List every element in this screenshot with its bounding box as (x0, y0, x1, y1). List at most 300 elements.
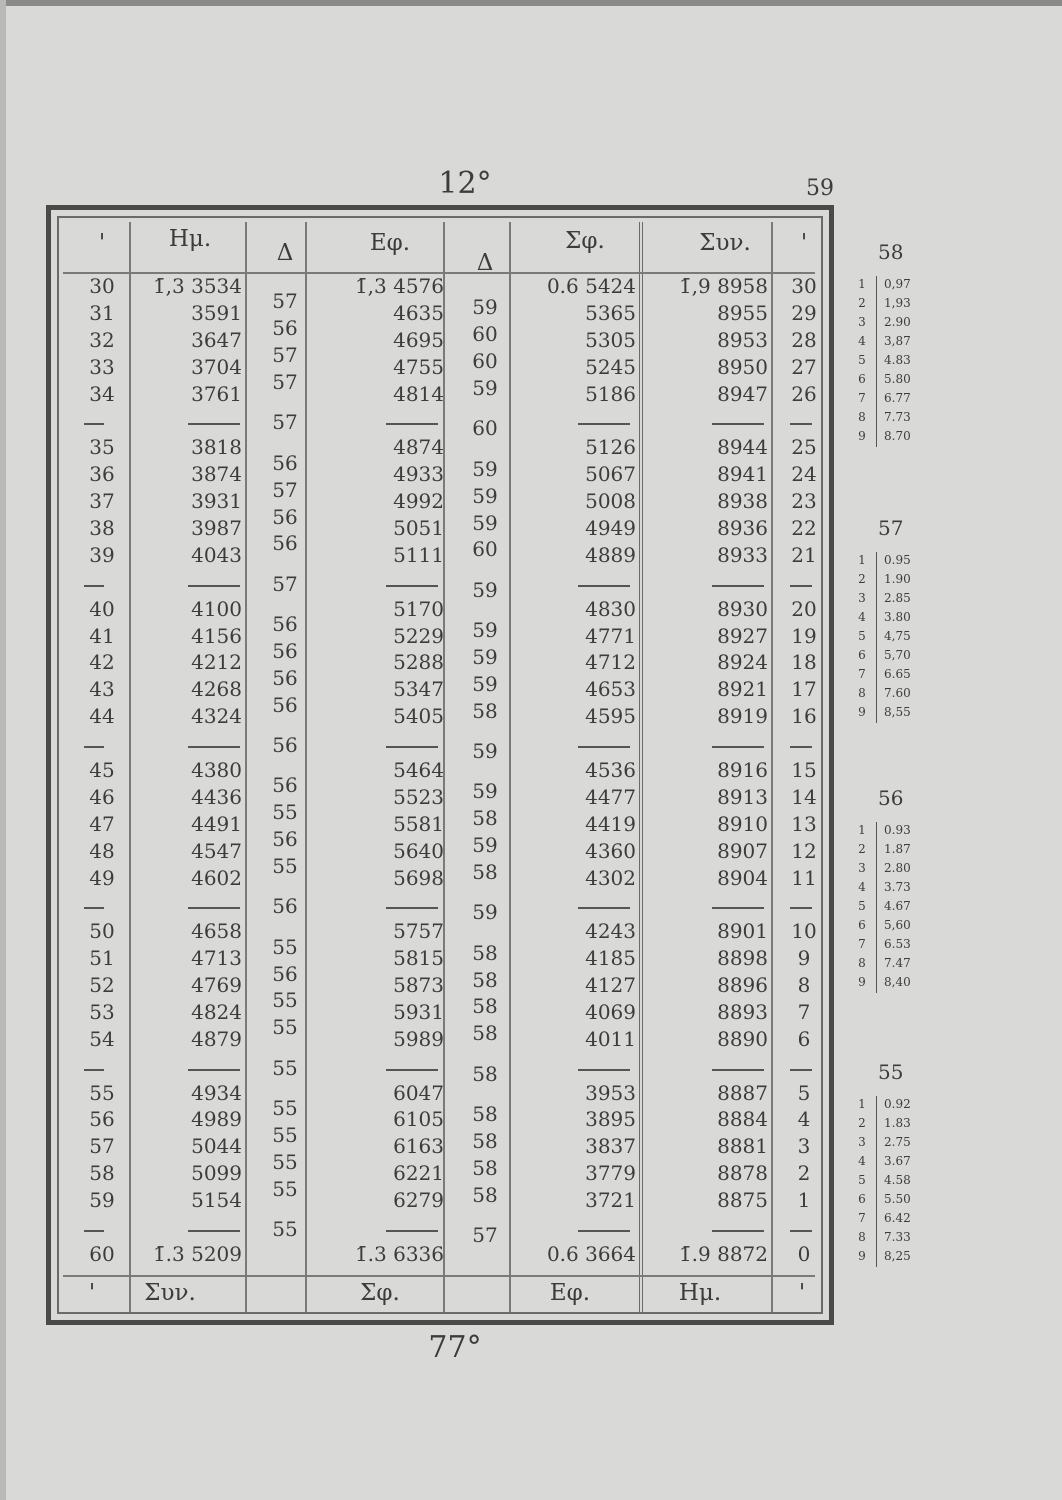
proportional-key: 5 (858, 899, 866, 913)
minute-right: 9 (797, 946, 811, 971)
proportional-value: 2.75 (884, 1135, 911, 1149)
proportional-key: 8 (858, 686, 866, 700)
minute-right: 10 (791, 919, 817, 944)
minute-right: 26 (791, 381, 817, 406)
cotangent-value: 4595 (585, 704, 636, 729)
delta-tangent: 58 (472, 967, 498, 992)
proportional-key: 2 (858, 1116, 866, 1130)
proportional-rule (876, 276, 877, 447)
proportional-value: 8.70 (884, 429, 911, 443)
delta-tangent: 59 (472, 295, 498, 320)
minute-right: 7 (797, 999, 811, 1024)
group-separator (386, 423, 438, 425)
cosine-value: 8947 (717, 381, 768, 406)
header-cotangent: Σφ. (565, 228, 605, 254)
tangent-value: 5873 (393, 973, 444, 997)
minute-right: 28 (791, 327, 817, 352)
cotangent-value: 4830 (585, 596, 636, 621)
delta-sine: 56 (272, 692, 298, 717)
cotangent-value: 0.6 5424 (546, 274, 636, 298)
delta-tangent: 59 (472, 510, 498, 535)
delta-sine: 56 (272, 504, 298, 529)
group-separator (188, 1069, 240, 1071)
cotangent-value: 4185 (585, 946, 636, 971)
minute-left: 54 (89, 1026, 115, 1051)
minute-left: 57 (89, 1134, 115, 1159)
delta-sine: 56 (272, 638, 298, 663)
delta-tangent: 58 (472, 1061, 498, 1086)
cosine-value: 8878 (717, 1161, 768, 1186)
minute-right: 23 (791, 489, 817, 514)
group-separator (84, 907, 104, 909)
delta-sine: 55 (272, 988, 298, 1013)
delta-sine: 55 (272, 1149, 298, 1174)
minute-right: 29 (791, 300, 817, 325)
minute-right: 5 (797, 1080, 811, 1105)
cosine-value: 1̄.9 8872 (678, 1241, 768, 1266)
minute-right: 0 (797, 1241, 811, 1266)
sine-value: 1̄,3 3534 (152, 274, 242, 298)
tangent-value: 6105 (393, 1107, 444, 1132)
sine-value: 4212 (191, 650, 242, 675)
footer-sine: Hμ. (678, 1280, 722, 1306)
proportional-value: 0.92 (884, 1097, 911, 1111)
minute-right: 14 (791, 784, 817, 809)
header-tangent: Eφ. (369, 230, 411, 256)
minute-right: 19 (791, 623, 817, 648)
group-separator (188, 746, 240, 748)
group-separator (84, 746, 104, 748)
delta-sine: 56 (272, 316, 298, 341)
tangent-value: 6163 (393, 1134, 444, 1159)
minute-left: 53 (89, 999, 115, 1024)
proportional-key: 3 (858, 591, 866, 605)
cosine-value: 8898 (717, 946, 768, 971)
minute-left: 43 (89, 677, 115, 702)
cosine-value: 8950 (717, 354, 768, 379)
minute-left: 44 (89, 704, 115, 729)
cotangent-value: 4419 (585, 811, 636, 836)
group-separator (790, 1069, 812, 1071)
group-separator (712, 907, 764, 909)
proportional-key: 8 (858, 410, 866, 424)
delta-tangent: 59 (472, 483, 498, 508)
page-number: 59 (806, 176, 834, 201)
cosine-value: 8893 (717, 999, 768, 1024)
cosine-value: 8904 (717, 865, 768, 890)
cotangent-value: 4127 (585, 973, 636, 997)
delta-sine: 55 (272, 1122, 298, 1147)
tangent-value: 5523 (393, 784, 444, 809)
delta-sine: 55 (272, 1176, 298, 1201)
minute-left: 47 (89, 811, 115, 836)
footer-cotangent: Σφ. (360, 1280, 400, 1306)
proportional-key: 4 (858, 1154, 866, 1168)
minute-left: 49 (89, 865, 115, 890)
delta-sine: 57 (272, 410, 298, 435)
sine-value: 4547 (191, 838, 242, 863)
minute-left: 34 (89, 381, 115, 406)
delta-sine: 55 (272, 934, 298, 959)
delta-tangent: 58 (472, 860, 498, 885)
header-delta-2: Δ (476, 250, 494, 276)
delta-sine: 56 (272, 894, 298, 919)
tangent-value: 4635 (393, 300, 444, 325)
cotangent-value: 4889 (585, 542, 636, 567)
cotangent-value: 5305 (585, 327, 636, 352)
proportional-value: 8,25 (884, 1249, 911, 1263)
tangent-value: 5464 (393, 757, 444, 782)
delta-sine: 56 (272, 773, 298, 798)
group-separator (386, 907, 438, 909)
proportional-key: 4 (858, 880, 866, 894)
header-delta-1: Δ (276, 240, 294, 266)
tangent-value: 5757 (393, 919, 444, 944)
cosine-value: 8955 (717, 300, 768, 325)
proportional-value: 7.47 (884, 956, 911, 970)
sine-value: 4380 (191, 757, 242, 782)
delta-tangent: 59 (472, 577, 498, 602)
minute-left: 45 (89, 757, 115, 782)
cosine-value: 8896 (717, 973, 768, 997)
header-minute-left: ' (98, 230, 106, 256)
cotangent-value: 4949 (585, 516, 636, 540)
group-separator (790, 585, 812, 587)
cosine-value: 8924 (717, 650, 768, 675)
sine-value: 4934 (191, 1080, 242, 1105)
proportional-key: 1 (858, 553, 866, 567)
sine-value: 3761 (191, 381, 242, 406)
cotangent-value: 5067 (585, 462, 636, 487)
delta-tangent: 59 (472, 376, 498, 401)
delta-sine: 56 (272, 531, 298, 556)
minute-right: 8 (797, 973, 811, 997)
tangent-value: 5288 (393, 650, 444, 675)
group-separator (386, 1069, 438, 1071)
cotangent-value: 5186 (585, 381, 636, 406)
delta-tangent: 59 (472, 671, 498, 696)
proportional-value: 6.77 (884, 391, 911, 405)
cotangent-value: 4653 (585, 677, 636, 702)
sine-value: 4713 (191, 946, 242, 971)
proportional-rule (876, 822, 877, 993)
delta-sine: 55 (272, 1216, 298, 1241)
tangent-value: 5111 (393, 542, 444, 567)
tangent-value: 5640 (393, 838, 444, 863)
delta-sine: 55 (272, 1015, 298, 1040)
sine-value: 3647 (191, 327, 242, 352)
sine-value: 5044 (191, 1134, 242, 1159)
cosine-value: 8887 (717, 1080, 768, 1105)
minute-right: 2 (797, 1161, 811, 1186)
page-edge-left (0, 0, 6, 1500)
cotangent-value: 3895 (585, 1107, 636, 1132)
sine-value: 5099 (191, 1161, 242, 1186)
proportional-value: 7.73 (884, 410, 911, 424)
cotangent-value: 3721 (585, 1188, 636, 1213)
proportional-value: 5,70 (884, 648, 911, 662)
minute-left: 33 (89, 354, 115, 379)
minute-right: 15 (791, 757, 817, 782)
proportional-key: 6 (858, 1192, 866, 1206)
minute-left: 42 (89, 650, 115, 675)
cosine-value: 8930 (717, 596, 768, 621)
sine-value: 4989 (191, 1107, 242, 1132)
proportional-key: 7 (858, 391, 866, 405)
proportional-key: 5 (858, 353, 866, 367)
sine-value: 3874 (191, 462, 242, 487)
proportional-key: 5 (858, 629, 866, 643)
group-separator (578, 585, 630, 587)
delta-sine: 55 (272, 1055, 298, 1080)
sine-value: 3931 (191, 489, 242, 514)
footer-cosine: Συν. (144, 1280, 196, 1306)
group-separator (790, 1230, 812, 1232)
proportional-value: 7.60 (884, 686, 911, 700)
group-separator (712, 585, 764, 587)
group-separator (84, 423, 104, 425)
delta-tangent: 59 (472, 456, 498, 481)
delta-tangent: 60 (472, 322, 498, 347)
proportional-value: 1.90 (884, 572, 911, 586)
group-separator (188, 585, 240, 587)
proportional-key: 7 (858, 1211, 866, 1225)
sine-value: 4324 (191, 704, 242, 729)
proportional-value: 3.80 (884, 610, 911, 624)
proportional-key: 3 (858, 1135, 866, 1149)
header-sine: Hμ. (168, 226, 212, 252)
tangent-value: 4992 (393, 489, 444, 514)
cosine-value: 8901 (717, 919, 768, 944)
minute-left: 50 (89, 919, 115, 944)
tangent-value: 5931 (393, 999, 444, 1024)
cosine-value: 8875 (717, 1188, 768, 1213)
tangent-value: 5051 (393, 516, 444, 540)
minute-right: 24 (791, 462, 817, 487)
delta-sine: 55 (272, 1095, 298, 1120)
sine-value: 3987 (191, 516, 242, 540)
proportional-value: 8,55 (884, 705, 911, 719)
delta-sine: 57 (272, 289, 298, 314)
minute-left: 59 (89, 1188, 115, 1213)
sine-value: 4824 (191, 999, 242, 1024)
proportional-value: 6.42 (884, 1211, 911, 1225)
group-separator (578, 746, 630, 748)
tangent-value: 5815 (393, 946, 444, 971)
cotangent-value: 4011 (585, 1026, 636, 1051)
proportional-rule (876, 552, 877, 723)
delta-tangent: 58 (472, 1182, 498, 1207)
delta-tangent: 57 (472, 1222, 498, 1247)
footer-tangent: Eφ. (549, 1280, 591, 1306)
delta-tangent: 58 (472, 1128, 498, 1153)
delta-tangent: 58 (472, 994, 498, 1019)
proportional-value: 7.33 (884, 1230, 911, 1244)
proportional-key: 2 (858, 842, 866, 856)
minute-right: 17 (791, 677, 817, 702)
delta-tangent: 59 (472, 739, 498, 764)
delta-tangent: 59 (472, 900, 498, 925)
delta-sine: 56 (272, 961, 298, 986)
cosine-value: 8881 (717, 1134, 768, 1159)
sine-value: 4156 (191, 623, 242, 648)
cosine-value: 8890 (717, 1026, 768, 1051)
cotangent-value: 4302 (585, 865, 636, 890)
delta-tangent: 58 (472, 940, 498, 965)
proportional-key: 3 (858, 861, 866, 875)
proportional-value: 5.80 (884, 372, 911, 386)
tangent-value: 4755 (393, 354, 444, 379)
group-separator (578, 1230, 630, 1232)
delta-sine: 56 (272, 450, 298, 475)
group-separator (712, 423, 764, 425)
sine-value: 4436 (191, 784, 242, 809)
tangent-value: 5989 (393, 1026, 444, 1051)
cotangent-value: 4360 (585, 838, 636, 863)
minute-right: 6 (797, 1026, 811, 1051)
delta-tangent: 59 (472, 833, 498, 858)
sine-value: 4491 (191, 811, 242, 836)
proportional-key: 1 (858, 1097, 866, 1111)
group-separator (790, 423, 812, 425)
minute-left: 48 (89, 838, 115, 863)
delta-sine: 56 (272, 733, 298, 758)
tangent-value: 1̄,3 4576 (354, 274, 444, 298)
tangent-value: 5581 (393, 811, 444, 836)
page-footer-degree: 77° (428, 1330, 482, 1365)
tangent-value: 5405 (393, 704, 444, 729)
group-separator (712, 1230, 764, 1232)
proportional-key: 5 (858, 1173, 866, 1187)
group-separator (188, 1230, 240, 1232)
minute-left: 51 (89, 946, 115, 971)
proportional-value: 4.67 (884, 899, 911, 913)
footer-minute-right: ' (798, 1280, 806, 1306)
proportional-head: 57 (878, 516, 904, 540)
proportional-value: 2.85 (884, 591, 911, 605)
group-separator (84, 585, 104, 587)
tangent-value: 4874 (393, 435, 444, 460)
sine-value: 3704 (191, 354, 242, 379)
group-separator (578, 423, 630, 425)
header-cosine: Συν. (699, 230, 751, 256)
sine-value: 4268 (191, 677, 242, 702)
cosine-value: 8944 (717, 435, 768, 460)
proportional-value: 4,75 (884, 629, 911, 643)
cotangent-value: 5126 (585, 435, 636, 460)
proportional-value: 0.93 (884, 823, 911, 837)
cotangent-value: 4712 (585, 650, 636, 675)
cotangent-value: 4771 (585, 623, 636, 648)
delta-tangent: 59 (472, 779, 498, 804)
cotangent-value: 5008 (585, 489, 636, 514)
proportional-value: 3.67 (884, 1154, 911, 1168)
minute-left: 46 (89, 784, 115, 809)
page-title-degree: 12° (438, 166, 492, 201)
proportional-key: 9 (858, 1249, 866, 1263)
sine-value: 4879 (191, 1026, 242, 1051)
delta-tangent: 58 (472, 806, 498, 831)
delta-tangent: 58 (472, 1101, 498, 1126)
group-separator (386, 585, 438, 587)
tangent-value: 5347 (393, 677, 444, 702)
minute-left: 32 (89, 327, 115, 352)
minute-right: 11 (791, 865, 817, 890)
minute-left: 39 (89, 542, 115, 567)
proportional-value: 1,93 (884, 296, 911, 310)
tangent-value: 5698 (393, 865, 444, 890)
cotangent-value: 5365 (585, 300, 636, 325)
proportional-key: 8 (858, 1230, 866, 1244)
minute-right: 1 (797, 1188, 811, 1213)
minute-left: 35 (89, 435, 115, 460)
sine-value: 4043 (191, 542, 242, 567)
proportional-key: 2 (858, 296, 866, 310)
proportional-key: 7 (858, 667, 866, 681)
group-separator (790, 907, 812, 909)
group-separator (386, 1230, 438, 1232)
minute-left: 37 (89, 489, 115, 514)
delta-sine: 55 (272, 854, 298, 879)
delta-sine: 57 (272, 343, 298, 368)
proportional-key: 1 (858, 277, 866, 291)
sine-value: 4100 (191, 596, 242, 621)
cosine-value: 8921 (717, 677, 768, 702)
group-separator (188, 907, 240, 909)
minute-right: 25 (791, 435, 817, 460)
minute-left: 41 (89, 623, 115, 648)
minute-right: 20 (791, 596, 817, 621)
tangent-value: 6279 (393, 1188, 444, 1213)
tangent-value: 4814 (393, 381, 444, 406)
group-separator (84, 1069, 104, 1071)
delta-tangent: 58 (472, 698, 498, 723)
column-separator (509, 222, 511, 1312)
minute-right: 16 (791, 704, 817, 729)
cosine-value: 8913 (717, 784, 768, 809)
minute-left: 58 (89, 1161, 115, 1186)
tangent-value: 5170 (393, 596, 444, 621)
column-separator (771, 222, 773, 1312)
delta-tangent: 60 (472, 349, 498, 374)
delta-tangent: 60 (472, 416, 498, 441)
cotangent-value: 3779 (585, 1161, 636, 1186)
proportional-head: 56 (878, 786, 904, 810)
group-separator (790, 746, 812, 748)
minute-right: 12 (791, 838, 817, 863)
tangent-value: 6221 (393, 1161, 444, 1186)
minute-right: 18 (791, 650, 817, 675)
cosine-value: 8933 (717, 542, 768, 567)
group-separator (578, 1069, 630, 1071)
group-separator (712, 1069, 764, 1071)
tangent-value: 6047 (393, 1080, 444, 1105)
tangent-value: 1̄.3 6336 (354, 1241, 444, 1266)
delta-sine: 56 (272, 665, 298, 690)
delta-sine: 56 (272, 827, 298, 852)
tangent-value: 4695 (393, 327, 444, 352)
proportional-key: 6 (858, 372, 866, 386)
delta-sine: 57 (272, 571, 298, 596)
cotangent-value: 3837 (585, 1134, 636, 1159)
proportional-value: 5.50 (884, 1192, 911, 1206)
cosine-value: 8919 (717, 704, 768, 729)
cosine-value: 8927 (717, 623, 768, 648)
delta-sine: 57 (272, 477, 298, 502)
cosine-value: 1̄,9 8958 (678, 274, 768, 298)
minute-right: 13 (791, 811, 817, 836)
cotangent-value: 4536 (585, 757, 636, 782)
